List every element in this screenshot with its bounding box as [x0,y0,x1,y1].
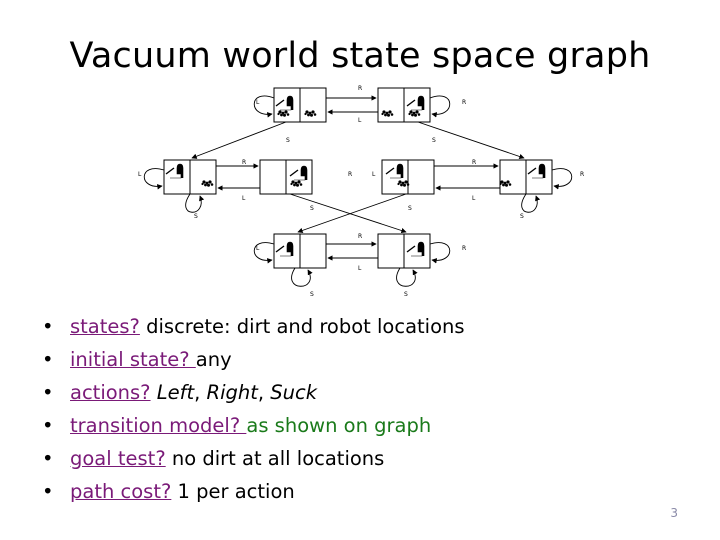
edge-label: R [462,99,467,106]
edge-label: L [256,99,260,106]
bullet-dot: • [42,447,54,470]
bullet-question: states? [70,315,140,338]
edge-label: R [242,159,247,166]
edge-label: S [404,291,408,298]
bullet-answer: any [195,348,232,371]
bullet-item-states [42,310,465,343]
action-right: Right [206,381,258,404]
bullet-answer: no dirt at all locations [165,447,385,470]
bullet-question: goal test? [70,447,166,470]
bullet-dot: • [42,480,54,503]
edge-label: L [358,117,362,124]
bullet-question: initial state? [70,348,196,371]
edge-label: L [256,245,260,252]
slide-title: Vacuum world state space graph [69,36,651,76]
edge-label: L [472,195,476,202]
bullet-item-initial-state [42,343,465,376]
edge-label: R [462,245,467,252]
edge-label: R [472,159,477,166]
edge-label: R [358,233,363,240]
edge-label: L [242,195,246,202]
state-node-3 [164,160,216,194]
edge-label: S [310,291,314,298]
state-node-1 [274,88,326,122]
edge-label: R [348,171,353,178]
bullet-item-path-cost [42,475,465,508]
edge-label: L [372,171,376,178]
bullet-answer-sep: , [194,381,207,404]
edge-label: R [580,171,585,178]
edge-label: L [138,171,142,178]
bullet-question: transition model? [70,414,247,437]
slide-number: 3 [670,506,678,520]
edge-label: S [286,137,290,144]
bullet-item-goal-test [42,442,465,475]
bullet-answer-sep: , [257,381,271,404]
bullet-dot: • [42,348,54,371]
bullet-dot: • [42,414,54,437]
state-node-4 [260,160,312,194]
bullet-question: path cost? [70,480,172,503]
bullet-list [42,310,465,508]
state-node-5 [382,160,434,194]
bullet-dot: • [42,315,54,338]
bullet-answer: discrete: dirt and robot locations [139,315,465,338]
bullet-answer: as shown on graph [246,414,432,437]
state-node-7 [274,234,326,268]
bullet-answer: 1 per action [171,480,295,503]
state-space-graph [130,78,600,300]
bullet-item-transition-model [42,409,465,442]
bullet-dot: • [42,381,54,404]
edge-label: S [408,205,412,212]
edge-label: S [310,205,314,212]
edge-label: S [432,137,436,144]
bullet-item-actions [42,376,465,409]
action-suck: Suck [270,381,318,404]
edge-label: S [520,213,524,220]
bullet-question: actions? [70,381,151,404]
edge-label: L [358,265,362,272]
graph-edges [144,96,572,286]
action-left: Left [156,381,195,404]
edge-label: R [358,85,363,92]
edge-label: S [194,213,198,220]
